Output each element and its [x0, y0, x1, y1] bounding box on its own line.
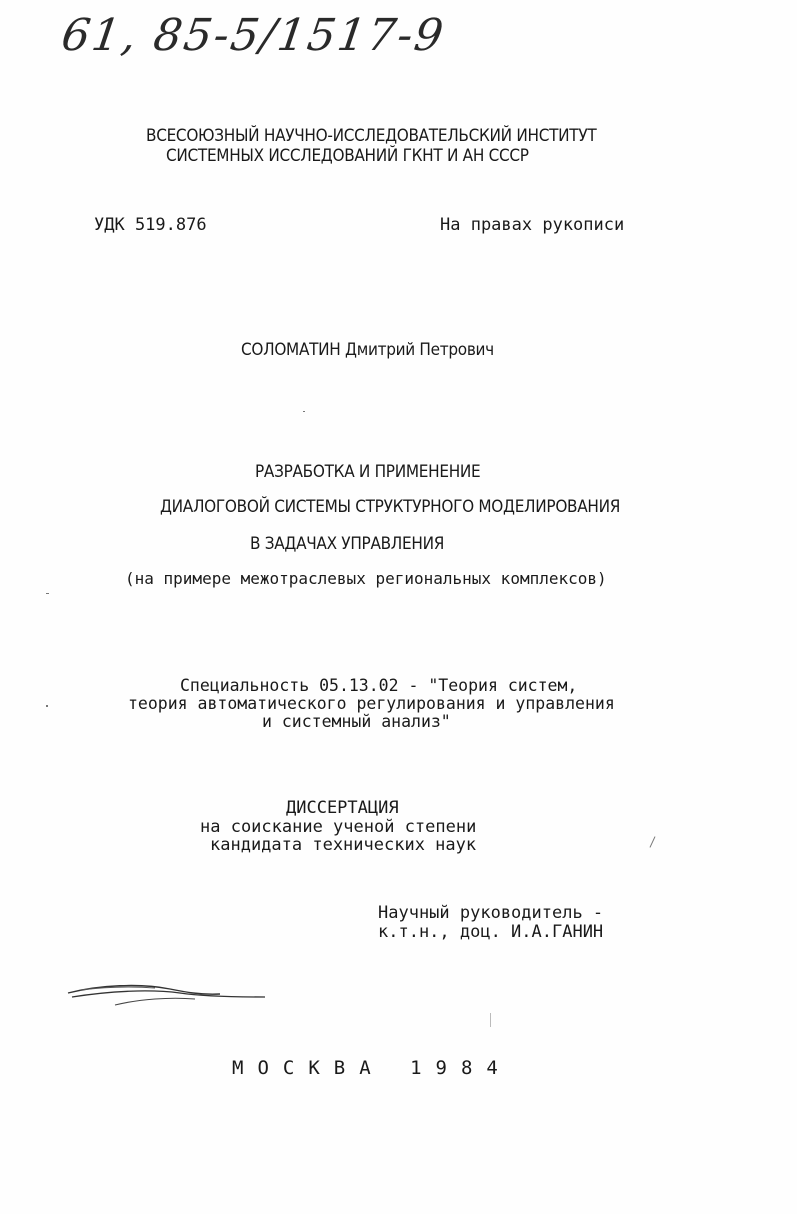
- scan-mark: [650, 836, 656, 847]
- signature: [60, 975, 270, 1015]
- manuscript-rights: На правах рукописи: [440, 215, 625, 235]
- specialty-line-2: теория автоматического регулирования и управления: [128, 694, 615, 713]
- scan-mark: [490, 1013, 491, 1027]
- udc: УДК 519.876: [94, 215, 207, 235]
- institute-line-2: СИСТЕМНЫХ ИССЛЕДОВАНИЙ ГКНТ И АН СССР: [166, 146, 529, 166]
- specialty-line-1: Специальность 05.13.02 - "Теория систем,: [180, 676, 578, 695]
- title-line-2: ДИАЛОГОВОЙ СИСТЕМЫ СТРУКТУРНОГО МОДЕЛИРОВАНИЯ: [160, 497, 621, 517]
- place-year: МОСКВА 1984: [232, 1057, 512, 1079]
- supervisor-line-2: к.т.н., доц. И.А.ГАНИН: [378, 922, 604, 942]
- institute-line-1: ВСЕСОЮЗНЫЙ НАУЧНО-ИССЛЕДОВАТЕЛЬСКИЙ ИНСТИТУТ: [146, 126, 597, 146]
- title-line-3: В ЗАДАЧАХ УПРАВЛЕНИЯ: [250, 534, 445, 554]
- dissertation-label: ДИССЕРТАЦИЯ: [286, 798, 399, 818]
- scan-speck: [46, 705, 48, 707]
- title-line-4: (на примере межотраслевых региональных комплексов): [125, 569, 607, 588]
- degree-line-2: кандидата технических наук: [210, 835, 477, 855]
- scan-speck: [303, 411, 305, 412]
- degree-line-1: на соискание ученой степени: [200, 817, 477, 837]
- scan-speck: [46, 593, 49, 594]
- specialty-line-3: и системный анализ": [262, 712, 451, 731]
- author-name: СОЛОМАТИН Дмитрий Петрович: [241, 340, 494, 360]
- supervisor-line-1: Научный руководитель -: [378, 903, 604, 923]
- title-line-1: РАЗРАБОТКА И ПРИМЕНЕНИЕ: [255, 462, 481, 482]
- archive-number: 61, 85-5/1517-9: [58, 10, 449, 61]
